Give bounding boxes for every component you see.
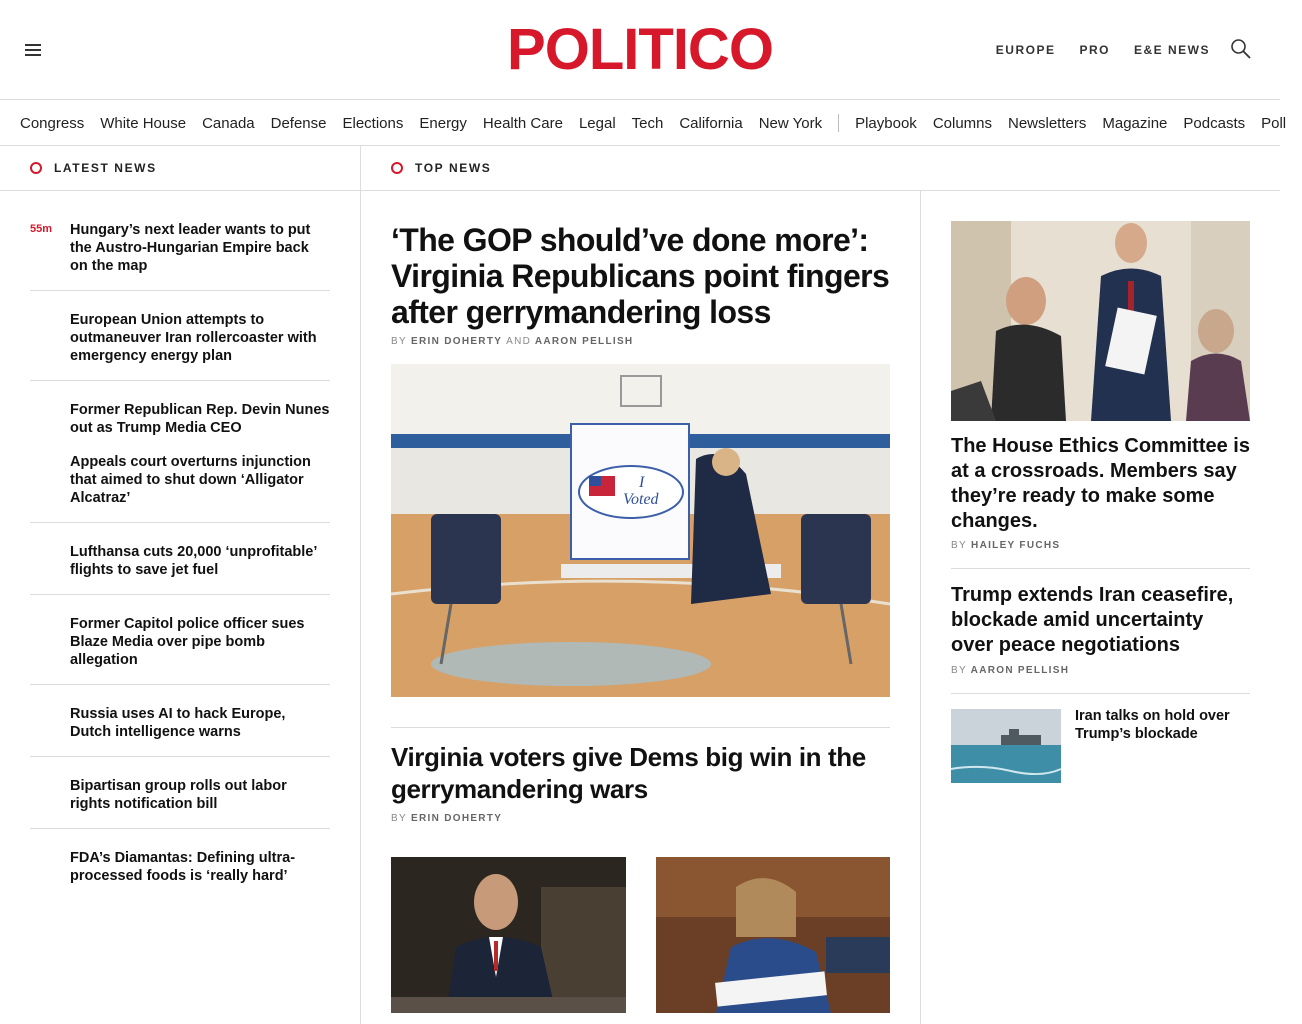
author-link[interactable]: HAILEY FUCHS: [971, 540, 1061, 551]
byline-prefix: BY: [951, 665, 967, 676]
nav-item-white-house[interactable]: White House: [100, 114, 187, 132]
nav-item-podcasts[interactable]: Podcasts: [1183, 114, 1246, 132]
headline-link[interactable]: European Union attempts to outmaneuver Iran rollercoaster with emergency energy plan: [70, 312, 317, 364]
nav-item-newsletters[interactable]: Newsletters: [1008, 114, 1087, 132]
nav-item-energy[interactable]: Energy: [419, 114, 467, 132]
byline-prefix: BY: [951, 540, 967, 551]
nav-item-new-york[interactable]: New York: [758, 114, 823, 132]
lead-photo[interactable]: [391, 364, 890, 697]
divider: [391, 727, 890, 728]
headline-link[interactable]: Lufthansa cuts 20,000 ‘unprofitable’ flights to save jet fuel: [70, 544, 317, 578]
nav-item-canada[interactable]: Canada: [202, 114, 255, 132]
top-links: [996, 43, 1210, 57]
story-photo[interactable]: [951, 221, 1250, 421]
author-link[interactable]: AARON PELLISH: [970, 665, 1070, 676]
headline-link[interactable]: Appeals court overturns injunction that aimed to shut down ‘Alligator Alcatraz’: [70, 454, 311, 506]
nav-item-playbook[interactable]: Playbook: [855, 114, 917, 132]
list-item[interactable]: [30, 615, 330, 685]
story-photo[interactable]: [656, 857, 890, 1013]
right-headline[interactable]: Trump extends Iran ceasefire, blockade amid uncertainty over peace negotiations: [951, 584, 1234, 656]
nav-item-columns[interactable]: Columns: [932, 114, 992, 132]
list-item[interactable]: [30, 221, 330, 291]
section-nav: [0, 101, 1287, 146]
nav-item-magazine[interactable]: Magazine: [1102, 114, 1168, 132]
list-item[interactable]: [30, 443, 330, 523]
divider: [951, 693, 1250, 694]
nav-divider: [838, 114, 839, 132]
list-item[interactable]: [30, 705, 330, 757]
list-item[interactable]: [30, 311, 330, 381]
byline-prefix: BY: [391, 336, 407, 347]
list-item[interactable]: [30, 401, 330, 437]
story-photo[interactable]: [391, 857, 626, 1013]
headline-link[interactable]: Russia uses AI to hack Europe, Dutch intelligence warns: [70, 706, 286, 740]
circle-icon: [391, 162, 403, 174]
latest-news-bar: [0, 146, 360, 191]
top-link-europe[interactable]: EUROPE: [995, 43, 1056, 57]
nav-item-health-care[interactable]: Health Care: [482, 114, 563, 132]
list-item[interactable]: [30, 543, 330, 595]
site-header: [0, 0, 1280, 100]
right-small-headline[interactable]: Iran talks on hold over Trump’s blockade: [1075, 708, 1230, 742]
author-link[interactable]: ERIN DOHERTY: [411, 336, 503, 347]
nav-item-legal[interactable]: Legal: [578, 114, 616, 132]
latest-news-label: LATEST NEWS: [54, 161, 157, 175]
story-thumbnail[interactable]: [951, 709, 1061, 783]
headline-link[interactable]: Hungary’s next leader wants to put the Austro-Hungarian Empire back on the map: [70, 222, 311, 274]
headline-link[interactable]: Bipartisan group rolls out labor rights notification bill: [70, 778, 287, 812]
headline-link[interactable]: FDA’s Diamantas: Defining ultra-processed foods is ‘really hard’: [70, 850, 296, 884]
column-divider: [360, 146, 361, 1024]
circle-icon: [30, 162, 42, 174]
column-divider: [920, 191, 921, 1024]
author-link[interactable]: ERIN DOHERTY: [411, 813, 503, 824]
timestamp: 55m: [30, 223, 53, 235]
top-link-pro[interactable]: PRO: [1079, 43, 1110, 57]
top-news-label: TOP NEWS: [415, 161, 492, 175]
nav-item-defense[interactable]: Defense: [270, 114, 327, 132]
list-item[interactable]: [30, 849, 330, 885]
latest-news-list: [30, 221, 330, 891]
nav-item-elections[interactable]: Elections: [342, 114, 404, 132]
second-byline: [391, 813, 502, 824]
sticker-text: Voted: [623, 491, 659, 508]
nav-item-congress[interactable]: Congress: [20, 114, 85, 132]
nav-item-polling[interactable]: Poll: [1261, 114, 1287, 132]
author-link[interactable]: AARON PELLISH: [534, 336, 634, 347]
sticker-text: I: [639, 474, 645, 491]
byline-prefix: BY: [391, 813, 407, 824]
divider: [951, 568, 1250, 569]
nav-item-california[interactable]: California: [679, 114, 743, 132]
lead-headline[interactable]: ‘The GOP should’ve done more’: Virginia Republicans point fingers after gerrymandering loss: [391, 222, 890, 330]
right-headline[interactable]: The House Ethics Committee is at a crossroads. Members say they’re ready to make some changes.: [951, 435, 1250, 532]
headline-link[interactable]: Former Capitol police officer sues Blaze Media over pipe bomb allegation: [70, 616, 305, 668]
byline-and: AND: [506, 336, 532, 347]
right-byline: [951, 540, 1060, 551]
top-news-bar: [361, 146, 1280, 191]
list-item[interactable]: [30, 777, 330, 829]
right-byline: [951, 665, 1069, 676]
search-icon[interactable]: [1230, 38, 1252, 60]
lead-byline: [391, 336, 633, 347]
site-logo[interactable]: POLITICO: [507, 17, 773, 82]
nav-item-tech[interactable]: Tech: [631, 114, 664, 132]
headline-link[interactable]: Former Republican Rep. Devin Nunes out as Trump Media CEO: [70, 402, 330, 436]
second-headline[interactable]: Virginia voters give Dems big win in the gerrymandering wars: [391, 742, 866, 804]
top-link-ee-news[interactable]: E&E NEWS: [1133, 43, 1210, 57]
